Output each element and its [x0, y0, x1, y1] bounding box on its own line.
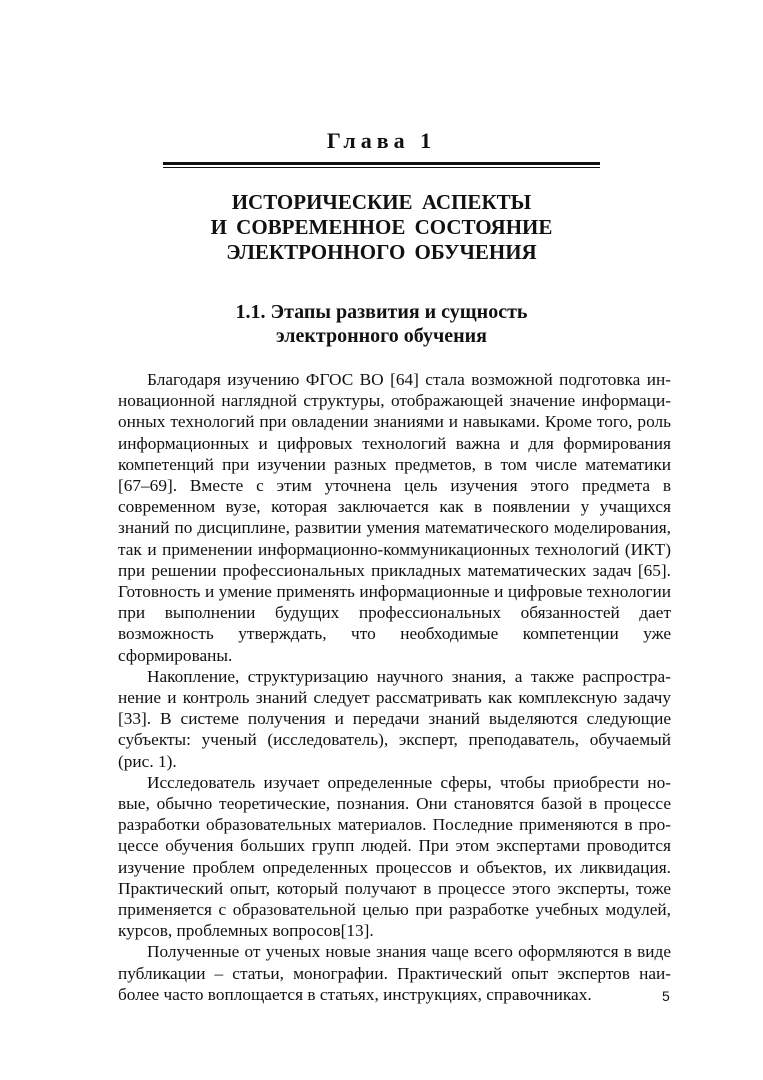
paragraph: Полученные от ученых новые знания чаще всего оформляются в виде публикации – статьи, монографии. Практический опыт экспертов наиболее часто воплощается в статьях, инструкциях, справочниках. [118, 942, 671, 1004]
chapter-divider [163, 162, 600, 169]
section-title-line-1: 1.1. Этапы развития и сущность [235, 301, 528, 323]
chapter-label: Глава 1 [326, 128, 437, 153]
section-title-line-2: электронного обучения [276, 325, 487, 347]
divider-thin-line [163, 167, 600, 168]
paragraph: Накопление, структуризацию научного знания, а также распространение и контроль знаний следует рассматривать как комплексную задачу [33]. В системе получения и передачи знаний выделяются следующие субъекты: ученый (исследователь), эксперт, преподаватель, обучаемый (рис. 1). [118, 666, 671, 771]
section-title [0, 300, 763, 348]
page-number: 5 [662, 988, 670, 1004]
chapter-title-line-2: И СОВРЕМЕННОЕ СОСТОЯНИЕ [210, 215, 553, 239]
body-text [118, 369, 671, 1005]
divider-thick-line [163, 162, 600, 165]
chapter-title [0, 190, 763, 265]
chapter-title-line-1: ИСТОРИЧЕСКИЕ АСПЕКТЫ [231, 190, 532, 214]
chapter-title-line-3: ЭЛЕКТРОННОГО ОБУЧЕНИЯ [226, 240, 537, 264]
paragraph: Благодаря изучению ФГОС ВО [64] стала возможной подготовка инновационной наглядной структуры, отображающей значение информационных технологий при овладении знаниями и навыками. Кроме того, роль информационных и цифровых технологий важна и для формирования компетенций при изучении разных предметов, в том числе математики [67–69]. Вместе с этим уточнена цель изучения этого предмета в современном вузе, которая заключается как в появлении у учащихся знаний по дисциплине, развитии умения математического моделирования, так и применении информационно-коммуникационных технологий (ИКТ) при решении профессиональных прикладных математических задач [65]. Готовность и умение применять информационные и цифровые технологии при выполнении будущих профессиональных обязанностей дает возможность утверждать, что необходимые компетенции уже сформированы. [118, 370, 671, 665]
paragraph: Исследователь изучает определенные сферы, чтобы приобрести новые, обычно теоретические, познания. Они становятся базой в процессе разработки образовательных материалов. Последние применяются в процессе обучения больших групп людей. При этом экспертами проводится изучение проблем определенных процессов и объектов, их ликвидация. Практический опыт, который получают в процессе этого эксперты, тоже применяется с образовательной целью при разработке учебных модулей, курсов, проблемных вопросов[13]. [118, 772, 671, 941]
